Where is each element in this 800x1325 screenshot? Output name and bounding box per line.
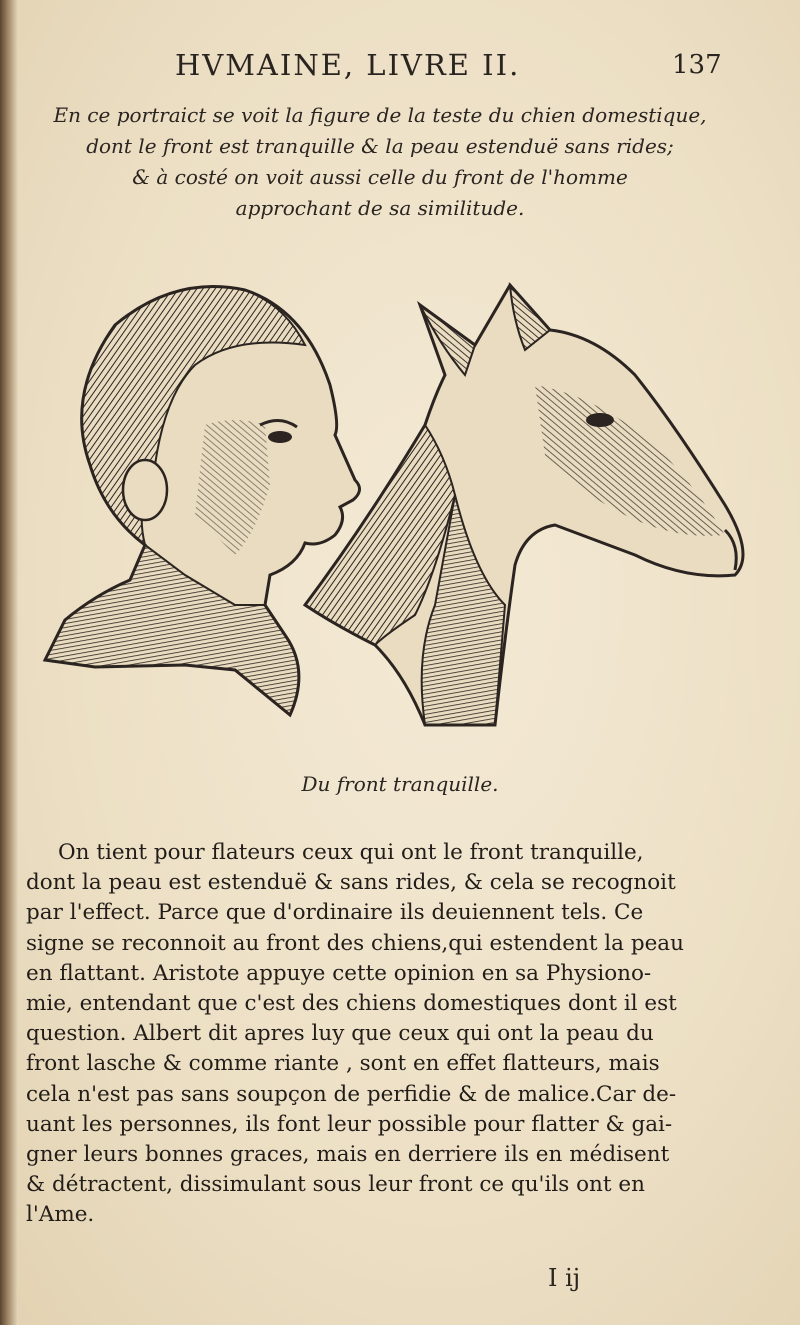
page-gutter — [0, 0, 18, 1325]
caption-line: approchant de sa similitude. — [235, 196, 525, 220]
text-line: signe se reconnoit au front des chiens,qui estendent la peau — [26, 930, 684, 956]
illustration-title: Du front tranquille. — [301, 772, 499, 796]
caption-line: dont le front est tranquille & la peau estenduë sans rides; — [86, 134, 674, 158]
text-line: cela n'est pas sans soupçon de perfidie & de malice.Car de- — [26, 1081, 677, 1107]
text-line: en flattant. Aristote appuye cette opinion en sa Physiono- — [26, 960, 652, 986]
human-head-figure — [45, 287, 360, 715]
text-line: question. Albert dit apres luy que ceux qui ont la peau du — [26, 1021, 654, 1047]
caption-line: En ce portraict se voit la figure de la teste du chien domestique, — [53, 103, 707, 127]
text-line: On tient pour flateurs ceux qui ont le front tranquille, — [58, 840, 644, 865]
running-head — [0, 48, 800, 88]
text-line: mie, entendant que c'est des chiens domestiques dont il est — [26, 991, 677, 1017]
text-line: front lasche & comme riante , sont en effet flatteurs, mais — [26, 1051, 660, 1077]
text-line: dont la peau est estenduë & sans rides, & cela se recognoit — [26, 870, 676, 896]
dog-head-figure — [305, 285, 743, 725]
text-line: uant les personnes, ils font leur possible pour flatter & gai- — [26, 1111, 673, 1137]
running-title: HVMAINE, LIVRE II. — [175, 48, 521, 82]
text-line: & détractent, dissimulant sous leur front ce qu'ils ont en — [26, 1172, 645, 1198]
page-number: 137 — [672, 50, 722, 80]
text-line: par l'effect. Parce que d'ordinaire ils deuiennent tels. Ce — [26, 900, 644, 926]
text-line: l'Ame. — [26, 1202, 95, 1228]
woodcut-illustration — [35, 275, 755, 745]
signature-mark: I ij — [548, 1264, 581, 1292]
body-paragraph — [26, 838, 716, 1231]
figure-caption — [30, 100, 730, 224]
caption-line: & à costé on voit aussi celle du front de l'homme — [132, 165, 628, 189]
text-line: gner leurs bonnes graces, mais en derriere ils en médisent — [26, 1142, 670, 1168]
